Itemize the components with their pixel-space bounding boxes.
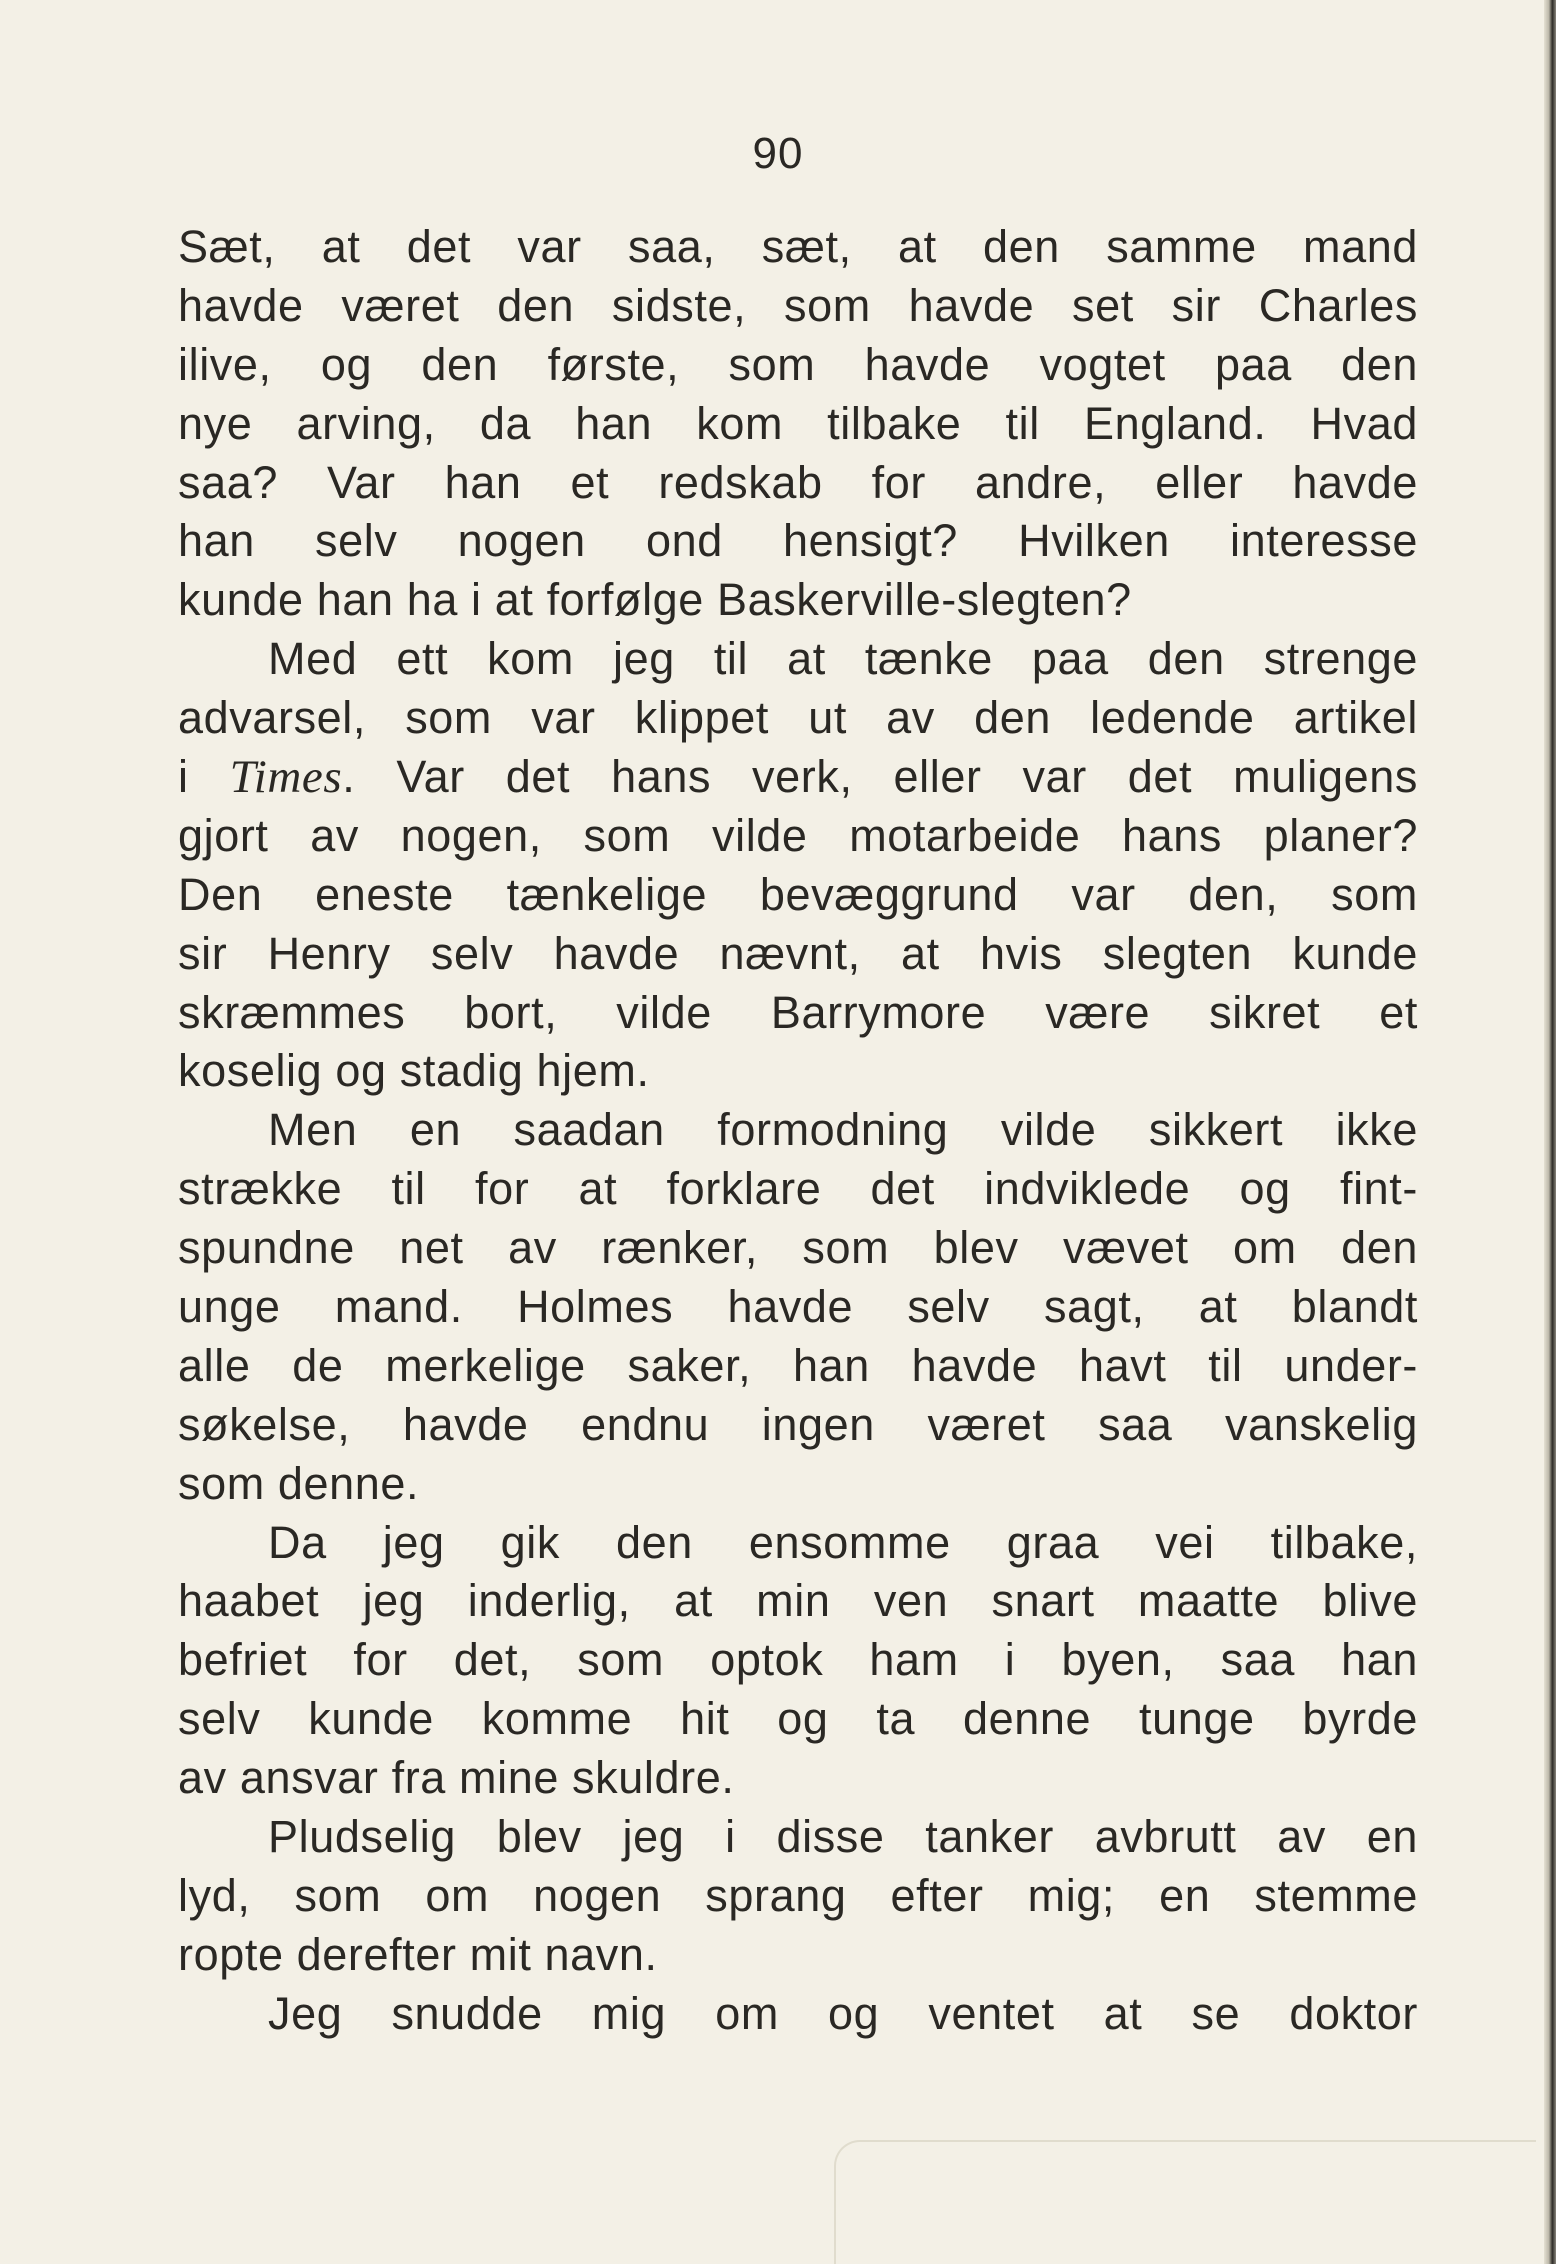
text-line: gjort av nogen, som vilde motarbeide hans planer? [178, 809, 1418, 861]
text-line: søkelse, havde endnu ingen været saa vanskelig [178, 1398, 1418, 1450]
text-line: nye arving, da han kom tilbake til England. Hvad [178, 397, 1418, 449]
text-line: Da jeg gik den ensomme graa vei tilbake, [268, 1516, 1418, 1568]
paragraph-4 [178, 1514, 1418, 1808]
text-line: Men en saadan formodning vilde sikkert ikke [268, 1104, 1418, 1156]
text-line: ropte derefter mit navn. [178, 1928, 658, 1980]
text-line: alle de merkelige saker, han havde havt til under- [178, 1339, 1418, 1391]
text-line: Med ett kom jeg til at tænke paa den strenge [268, 633, 1418, 685]
text-line: som denne. [178, 1457, 420, 1509]
text-line: av ansvar fra mine skuldre. [178, 1752, 735, 1804]
text-fragment: i [178, 751, 230, 803]
text-line: han selv nogen ond hensigt? Hvilken interesse [178, 515, 1418, 567]
page-number: 90 [752, 129, 804, 178]
text-line-with-italic [178, 748, 1418, 807]
text-line: havde været den sidste, som havde set sir Charles [178, 279, 1418, 331]
paragraph-3 [178, 1101, 1418, 1513]
text-line: Jeg snudde mig om og ventet at se doktor [268, 1987, 1418, 2039]
text-line: selv kunde komme hit og ta denne tunge byrde [178, 1693, 1418, 1745]
text-line: haabet jeg inderlig, at min ven snart maatte blive [178, 1575, 1418, 1627]
text-line: Pludselig blev jeg i disse tanker avbrutt av en [268, 1811, 1418, 1863]
text-line: advarsel, som var klippet ut av den ledende artikel [178, 692, 1418, 744]
text-line: lyd, som om nogen sprang efter mig; en stemme [178, 1869, 1418, 1921]
paragraph-2 [178, 630, 1418, 1101]
text-line: strække til for at forklare det indviklede og fint- [178, 1163, 1418, 1215]
text-fragment: . Var det hans verk, eller var det muligens [342, 751, 1418, 803]
text-line: Den eneste tænkelige bevæggrund var den, som [178, 868, 1418, 920]
text-line: sir Henry selv havde nævnt, at hvis slegten kunde [178, 927, 1418, 979]
paragraph-6 [178, 1985, 1418, 2044]
text-line: befriet for det, som optok ham i byen, saa han [178, 1634, 1418, 1686]
body-text [178, 218, 1418, 2044]
text-line: kunde han ha i at forfølge Baskerville-slegten? [178, 574, 1132, 626]
text-line: spundne net av rænker, som blev vævet om den [178, 1222, 1418, 1274]
text-line: unge mand. Holmes havde selv sagt, at blandt [178, 1281, 1418, 1333]
text-line: Sæt, at det var saa, sæt, at den samme mand [178, 221, 1418, 272]
paragraph-5 [178, 1808, 1418, 1985]
text-line: ilive, og den første, som havde vogtet paa den [178, 338, 1418, 390]
text-line: saa? Var han et redskab for andre, eller havde [178, 456, 1418, 508]
page-fold [834, 2140, 1536, 2264]
text-line: skræmmes bort, vilde Barrymore være sikret et [178, 986, 1418, 1038]
page-edge [1544, 0, 1556, 2264]
paragraph-1 [178, 218, 1418, 630]
italic-title: Times [229, 751, 343, 804]
text-line: koselig og stadig hjem. [178, 1045, 650, 1097]
